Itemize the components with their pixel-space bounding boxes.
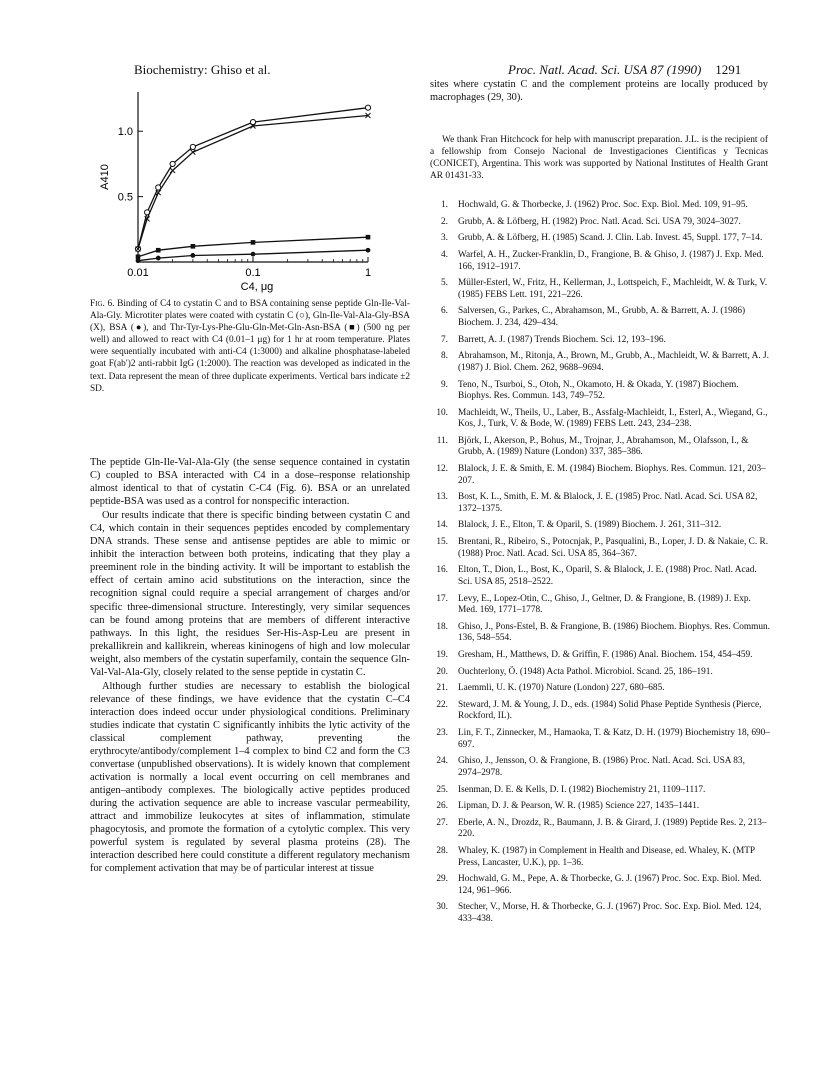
data-point — [170, 161, 175, 166]
reference-text: Grubb, A. & Löfberg, H. (1982) Proc. Natl. Acad. Sci. USA 79, 3024–3027. — [458, 216, 741, 227]
reference-number: 15. — [436, 537, 448, 548]
reference-text: Bost, K. L., Smith, E. M. & Blalock, J. E. (1985) Proc. Natl. Acad. Sci. USA 82, 1372–1375. — [458, 492, 758, 514]
reference-item — [430, 818, 770, 841]
reference-number: 2. — [441, 216, 448, 227]
reference-item — [430, 801, 770, 813]
running-header-right — [508, 62, 741, 78]
reference-text: Grubb, A. & Löfberg, H. (1985) Scand. J. Clin. Lab. Invest. 45, Suppl. 177, 7–14. — [458, 233, 763, 244]
reference-item — [430, 520, 770, 532]
data-point — [366, 235, 371, 240]
data-point — [156, 256, 161, 261]
reference-item — [430, 700, 770, 723]
reference-number: 5. — [441, 278, 448, 289]
reference-item — [430, 785, 770, 797]
body-text-left — [90, 456, 410, 877]
reference-item — [430, 250, 770, 273]
reference-text: Brentani, R., Ribeiro, S., Potocnjak, P., Pasqualini, B., Loper, J. D. & Nakaie, C. R. (1988) Proc. Natl. Acad. Sci. USA 85, 364–367. — [458, 537, 769, 559]
reference-item — [430, 351, 770, 374]
reference-text: Steward, J. M. & Young, J. D., eds. (1984) Solid Phase Peptide Synthesis (Pierce, Rockford, IL). — [458, 699, 762, 722]
x-tick-label: 0.1 — [245, 267, 261, 279]
figure-caption — [90, 298, 410, 395]
reference-number: 12. — [436, 464, 448, 475]
paragraph: Although further studies are necessary to establish the biological relevance of these findings, we have evidence that the cystatin C–C4 interaction does indeed occur under physiological conditions. Preliminary studies indicate that cystatin C significantly inhibits the lytic activity of the classical complement pathway, preventing the erythrocyte/antibody/complement 1–4 complex to bind C2 and form the C3 convertase (unpublished observations). It is widely known that complement activation is normally a local event occurring on cell membranes and antigen–antibody complexes. The biologically active peptides produced during the activation sequence are able to increase vascular permeability, attract and immobilize leukocytes at sites of inflammation, stimulate phagocytosis, and promote the formation of a cytolytic complex. This very powerful system is regulated by several plasma proteins (28). The interaction described here could constitute a different regulatory mechanism for complement activation that may be of particular interest at tissue — [90, 680, 410, 875]
y-tick-label: 1.0 — [117, 126, 133, 139]
reference-item — [430, 565, 770, 588]
data-point — [251, 240, 256, 245]
reference-number: 8. — [441, 351, 448, 362]
reference-text: Hochwald, G. M., Pepe, A. & Thorbecke, G. J. (1967) Proc. Soc. Exp. Biol. Med. 124, 961–966. — [458, 874, 762, 896]
reference-item — [430, 594, 770, 617]
reference-text: Teno, N., Tsurboi, S., Otoh, N., Okamoto, H. & Okada, Y. (1987) Biochem. Biophys. Res. Commun. 143, 749–752. — [458, 379, 739, 401]
reference-item — [430, 683, 770, 695]
data-point — [366, 248, 371, 253]
y-axis-label: A410 — [99, 164, 111, 190]
reference-number: 14. — [436, 520, 448, 531]
reference-number: 11. — [436, 435, 448, 446]
reference-number: 6. — [441, 306, 448, 317]
reference-text: Salversen, G., Parkes, C., Abrahamson, M., Grubb, A. & Barrett, A. J. (1986) Biochem. J. 234, 429–434. — [458, 306, 746, 328]
reference-item — [430, 306, 770, 329]
reference-number: 29. — [436, 874, 448, 885]
reference-number: 3. — [441, 233, 448, 244]
reference-text: Lin, F. T., Zinnecker, M., Hamaoka, T. & Katz, D. H. (1979) Biochemistry 18, 690–697. — [458, 728, 770, 750]
reference-text: Stecher, V., Morse, H. & Thorbecke, G. J. (1967) Proc. Soc. Exp. Biol. Med. 124, 433–438. — [458, 902, 762, 924]
reference-item — [430, 464, 770, 487]
reference-number: 16. — [436, 565, 448, 576]
reference-item — [430, 380, 770, 403]
data-point — [251, 252, 256, 257]
reference-number: 25. — [436, 784, 448, 795]
running-header-left: Biochemistry: Ghiso et al. — [134, 62, 271, 77]
reference-item — [430, 874, 770, 897]
reference-text: Björk, I., Akerson, P., Bohus, M., Trojnar, J., Abrahamson, M., Olafsson, I., & Grubb, A. (1989) Nature (London) 337, 385–386. — [458, 435, 749, 458]
reference-item — [430, 667, 770, 679]
reference-text: Machleidt, W., Theils, U., Laber, B., Assfalg-Machleidt, I., Esterl, A., Wiegand, G., Kos, J., Turk, V. & Bode, W. (1989) FEBS Lett. 243, 234–238. — [458, 407, 768, 430]
reference-text: Barrett, A. J. (1987) Trends Biochem. Sci. 12, 193–196. — [458, 334, 666, 345]
reference-number: 26. — [436, 801, 448, 812]
series-line — [138, 108, 368, 249]
reference-text: Abrahamson, M., Ritonja, A., Brown, M., Grubb, A., Machleidt, W. & Barrett, A. J. (1987) J. Biol. Chem. 262, 9688–9694. — [458, 351, 769, 373]
figure-caption-text: Binding of C4 to cystatin C and to BSA containing sense peptide Gln-Ile-Val-Ala-Gly. Microtiter plates were coated with cystatin C (○), Gln-Ile-Val-Ala-Gly-BSA (X), BSA (●), and Thr-Tyr-Lys-Phe-Glu-Gln-Met-Gln-Asn-BSA (■) (500 ng per well) and allowed to react with C4 (0.01–1 μg) for 1 hr at room temperature. Plates were sequentially incubated with anti-C4 (1:3000) and alkaline phosphatase-labeled goat F(ab′)2 anti-rabbit IgG (1:2000). The reaction was developed as indicated in the text. Data represent the mean of three duplicate experiments. Vertical bars indicate ±2 SD. — [90, 299, 410, 394]
reference-text: Levy, E., Lopez-Otin, C., Ghiso, J., Geltner, D. & Frangione, B. (1989) J. Exp. Med. 169, 1771–1778. — [458, 593, 751, 615]
reference-item — [430, 846, 770, 869]
data-point — [190, 253, 195, 258]
reference-text: Isenman, D. E. & Kells, D. I. (1982) Biochemistry 21, 1109–1117. — [458, 784, 706, 795]
paragraph: Our results indicate that there is specific binding between cystatin C and C4, which contain in their sequences peptides encoded by complementary DNA strands. These sense and antisense peptides are able to mimic or inhibit the interaction between both proteins, indicating that they play a preeminent role in the binding activity. It will be important to establish the effect of certain amino acid substitutions on the interaction, since the recognition signal could require a special arrangement of charges and/or specific three-dimensional structure. Interestingly, very similar sequences can be found among proteins that are members of different interactive pathways. In this light, the residues Ser-His-Asp-Leu are present in prekallikrein and kallikrein, whereas kininogens of high and low molecular weight, also members of the cystatin superfamily, contain the sequence Gln-Val-Val-Ala-Gly, closely related to the sense peptide in cystatin C. — [90, 510, 410, 678]
x-axis-label: C4, μg — [240, 281, 274, 293]
reference-number: 4. — [441, 250, 448, 261]
reference-number: 7. — [441, 334, 448, 345]
reference-item — [430, 728, 770, 751]
reference-item — [430, 537, 770, 560]
reference-item — [430, 622, 770, 645]
figure-label: Fig. 6. — [90, 299, 115, 309]
reference-number: 23. — [436, 728, 448, 739]
reference-number: 27. — [436, 817, 448, 828]
data-point — [170, 168, 175, 173]
series-line — [138, 116, 368, 249]
data-point — [365, 105, 370, 110]
journal-citation: Proc. Natl. Acad. Sci. USA 87 (1990) — [508, 62, 702, 77]
reference-number: 10. — [436, 407, 448, 418]
reference-text: Laemmli, U. K. (1970) Nature (London) 227, 680–685. — [458, 683, 665, 694]
data-point — [156, 248, 161, 253]
data-point — [191, 244, 196, 249]
reference-number: 9. — [441, 379, 448, 390]
x-tick-label: 0.01 — [127, 267, 149, 279]
reference-number: 18. — [436, 621, 448, 632]
figure-6-chart — [90, 84, 390, 294]
reference-number: 30. — [436, 902, 448, 913]
reference-text: Elton, T., Dion, L., Bost, K., Oparil, S. & Blalock, J. E. (1988) Proc. Natl. Acad. Sci. USA 85, 2518–2522. — [458, 565, 757, 587]
y-tick-label: 0.5 — [117, 191, 133, 204]
reference-number: 20. — [436, 666, 448, 677]
reference-text: Blalock, J. E. & Smith, E. M. (1984) Biochem. Biophys. Res. Commun. 121, 203–207. — [458, 464, 766, 486]
reference-number: 19. — [436, 649, 448, 660]
reference-number: 13. — [436, 492, 448, 503]
reference-item — [430, 200, 770, 212]
body-text-right: sites where cystatin C and the complement proteins are locally produced by macrophages (29, 30). — [430, 79, 768, 103]
page-number: 1291 — [715, 62, 742, 77]
reference-item — [430, 902, 770, 925]
x-tick-label: 1 — [364, 267, 372, 279]
reference-text: Lipman, D. J. & Pearson, W. R. (1985) Science 227, 1435–1441. — [458, 801, 700, 812]
reference-item — [430, 756, 770, 779]
reference-number: 22. — [436, 699, 448, 710]
acknowledgment: We thank Fran Hitchcock for help with manuscript preparation. J.L. is the recipient of a fellowship from Consejo Nacional de Investigaciones Cientificas y Tecnicas (CONICET), Argentina. This work was supported by National Institutes of Health Grant AR 01431-33. — [430, 135, 768, 181]
reference-number: 1. — [441, 200, 448, 210]
reference-item — [430, 492, 770, 515]
reference-list — [430, 200, 770, 931]
reference-text: Ghiso, J., Jensson, O. & Frangione, B. (1986) Proc. Natl. Acad. Sci. USA 83, 2974–2978. — [458, 756, 745, 778]
reference-text: Müller-Esterl, W., Fritz, H., Kellerman, J., Lottspeich, F., Machleidt, W. & Turk, V. (1985) FEBS Lett. 191, 221–226. — [458, 278, 768, 300]
reference-text: Ouchterlony, Ö. (1948) Acta Pathol. Microbiol. Scand. 25, 186–191. — [458, 666, 713, 677]
reference-text: Hochwald, G. & Thorbecke, J. (1962) Proc. Soc. Exp. Biol. Med. 109, 91–95. — [458, 200, 748, 210]
data-point — [136, 258, 141, 263]
reference-text: Blalock, J. E., Elton, T. & Oparil, S. (1989) Biochem. J. 261, 311–312. — [458, 520, 722, 531]
data-point — [190, 144, 195, 149]
reference-text: Gresham, H., Matthews, D. & Griffin, F. (1986) Anal. Biochem. 154, 454–459. — [458, 649, 753, 660]
reference-text: Eberle, A. N., Drozdz, R., Baumann, J. B. & Girard, J. (1989) Peptide Res. 2, 213–220. — [458, 817, 767, 840]
reference-item — [430, 335, 770, 347]
reference-item — [430, 650, 770, 662]
reference-item — [430, 436, 770, 459]
reference-number: 28. — [436, 846, 448, 857]
reference-number: 21. — [436, 683, 448, 694]
reference-item — [430, 233, 770, 245]
reference-text: Ghiso, J., Pons-Estel, B. & Frangione, B. (1986) Biochem. Biophys. Res. Commun. 136, 548–554. — [458, 621, 770, 644]
reference-number: 24. — [436, 756, 448, 767]
reference-item — [430, 278, 770, 301]
reference-item — [430, 408, 770, 431]
reference-text: Whaley, K. (1987) in Complement in Health and Disease, ed. Whaley, K. (MTP Press, Lancaster, U.K.), pp. 1–36. — [458, 846, 755, 868]
reference-number: 17. — [436, 593, 448, 604]
reference-item — [430, 217, 770, 229]
reference-text: Warfel, A. H., Zucker-Franklin, D., Frangione, B. & Ghiso, J. (1987) J. Exp. Med. 166, 1912–1917. — [458, 250, 764, 272]
paragraph: The peptide Gln-Ile-Val-Ala-Gly (the sense sequence contained in cystatin C) coupled to BSA interacted with C4 in a dose–response relationship almost identical to that of cystatin C-C4 (Fig. 6). BSA or an unrelated peptide-BSA was used as a control for nonspecific interaction. — [90, 457, 410, 508]
